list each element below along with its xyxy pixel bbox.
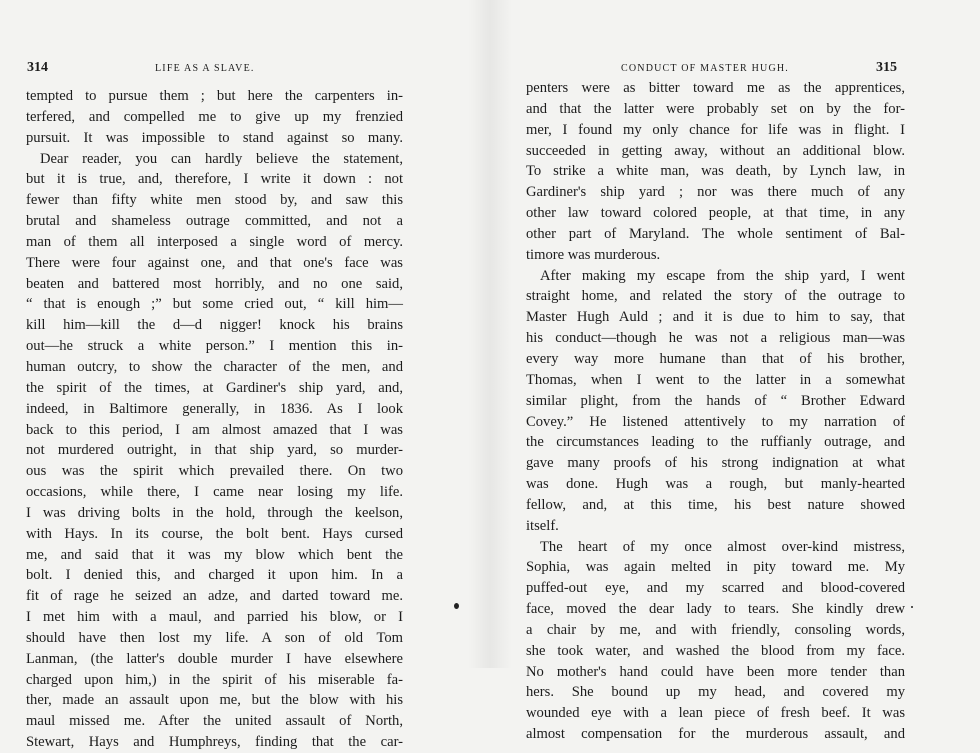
text-line: should have then lost my life. A son of old Tom <box>26 629 403 646</box>
text-line: fellow, and, at this time, his best nature showed <box>526 496 905 513</box>
text-line: wounded eye with a lean piece of fresh beef. It was <box>526 705 905 722</box>
text-line: me, and said that it was my blow which bent the <box>26 546 403 563</box>
text-line: The heart of my once almost over-kind mistress, <box>540 538 905 555</box>
text-line: the spirit of the times, at Gardiner's ship yard, and, <box>26 379 403 396</box>
text-line: No mother's hand could have been more tender than <box>526 663 905 680</box>
text-line: timore was murderous. <box>526 246 661 263</box>
text-line: other part of Maryland. The whole sentiment of Bal- <box>526 225 905 242</box>
text-line: kill him—kill the d—d nigger! knock his brains <box>26 317 403 334</box>
text-line: I met him with a maul, and parried his blow, or I <box>26 609 403 626</box>
text-line: and that the latter were probably set on by the for- <box>526 100 905 117</box>
text-line: Master Hugh Auld ; and it is due to him to say, that <box>526 309 905 326</box>
text-line: with Hays. In its course, the bolt bent. Hays cursed <box>26 525 403 542</box>
text-line: she took water, and washed the blood from my face. <box>526 642 905 659</box>
text-line: a chair by me, and with friendly, consoling words, <box>526 621 905 638</box>
text-line: Lanman, (the latter's double murder I have elsewhere <box>26 650 403 667</box>
text-line: beaten and battered most horribly, and no one said, <box>26 275 403 292</box>
print-speck <box>911 606 913 608</box>
text-line: penters were as bitter toward me as the apprentices, <box>526 80 905 96</box>
text-line: ther, made an assault upon me, but the blow with his <box>26 692 403 709</box>
text-line: After making my escape from the ship yard, I went <box>540 267 905 284</box>
right-page-number: 315 <box>876 60 897 75</box>
text-line: his conduct—though he was not a religious man—was <box>526 330 905 347</box>
text-line: out—he struck a white person.” I mention this in- <box>26 338 403 355</box>
text-line: Covey.” He listened attentively to my narration of <box>526 413 905 430</box>
left-page-number: 314 <box>27 60 48 75</box>
print-speck <box>454 603 459 609</box>
text-line: not murdered outright, in that ship yard, so murder- <box>26 442 403 459</box>
text-line: brutal and shameless outrage committed, and not a <box>26 213 403 230</box>
text-line: I was driving bolts in the hold, through the keelson, <box>26 504 403 521</box>
text-line: Gardiner's ship yard ; nor was there much of any <box>526 184 905 201</box>
text-line: Sophia, was again melted in pity toward me. My <box>526 559 905 576</box>
text-line: straight home, and related the story of the outrage to <box>526 288 905 305</box>
text-line: mer, I found my only chance for life was in flight. I <box>526 121 905 138</box>
text-line: back to this period, I am almost amazed that I was <box>26 421 403 438</box>
text-line: almost compensation for the murderous assault, and <box>526 726 905 743</box>
text-line: every way more humane than that of his brother, <box>526 350 905 367</box>
right-text-block <box>526 78 905 745</box>
text-line: fewer than fifty white men stood by, and saw this <box>26 192 403 209</box>
text-line: the circumstances leading to the ruffianly outrage, and <box>526 434 905 451</box>
text-line: maul missed me. After the united assault of North, <box>26 713 403 730</box>
text-line: gave many proofs of his strong indignation at what <box>526 455 905 472</box>
text-line: but it is true, and, therefore, I write it down : not <box>26 171 403 188</box>
text-line: succeeded in getting away, without an additional blow. <box>526 142 905 159</box>
text-line: “ that is enough ;” but some cried out, “ kill him— <box>26 296 403 313</box>
text-line: bolt. I denied this, and charged it upon him. In a <box>26 567 403 584</box>
right-running-head: CONDUCT OF MASTER HUGH. <box>621 63 789 74</box>
text-line: fit of rage he seized an adze, and darted toward me. <box>26 588 403 605</box>
text-line: There were four against one, and that one's face was <box>26 254 403 271</box>
text-line: similar plight, from the hands of “ Brother Edward <box>526 392 905 409</box>
left-running-head: LIFE AS A SLAVE. <box>155 63 255 74</box>
text-line: charged upon him,) in the spirit of his miserable fa- <box>26 671 403 688</box>
text-line: ous was the spirit which prevailed there. On two <box>26 463 403 480</box>
text-line: other law toward colored people, at that time, in any <box>526 205 905 222</box>
left-text-block <box>26 86 403 753</box>
text-line: indeed, in Baltimore generally, in 1836. As I look <box>26 400 403 417</box>
text-line: Dear reader, you can hardly believe the statement, <box>40 150 403 167</box>
text-line: Stewart, Hays and Humphreys, finding that the car- <box>26 734 403 751</box>
left-page <box>0 0 490 751</box>
text-line: tempted to pursue them ; but here the carpenters in- <box>26 88 403 104</box>
right-page <box>490 0 980 743</box>
text-line: human outcry, to show the character of the men, and <box>26 358 403 375</box>
text-line: man of them all interposed a single word of mercy. <box>26 233 403 250</box>
text-line: terfered, and compelled me to give up my frenzied <box>26 108 403 125</box>
text-line: Thomas, when I went to the latter in a somewhat <box>526 371 905 388</box>
text-line: occasions, while there, I came near losing my life. <box>26 484 403 501</box>
text-line: itself. <box>526 517 559 534</box>
text-line: To strike a white man, was death, by Lynch law, in <box>526 163 905 180</box>
text-line: face, moved the dear lady to tears. She kindly drew <box>526 601 905 618</box>
text-line: hers. She bound up my head, and covered my <box>526 684 905 701</box>
text-line: pursuit. It was impossible to stand against so many. <box>26 129 403 146</box>
text-line: puffed-out eye, and my scarred and blood-covered <box>526 580 905 597</box>
text-line: was done. Hugh was a rough, but manly-hearted <box>526 476 905 493</box>
